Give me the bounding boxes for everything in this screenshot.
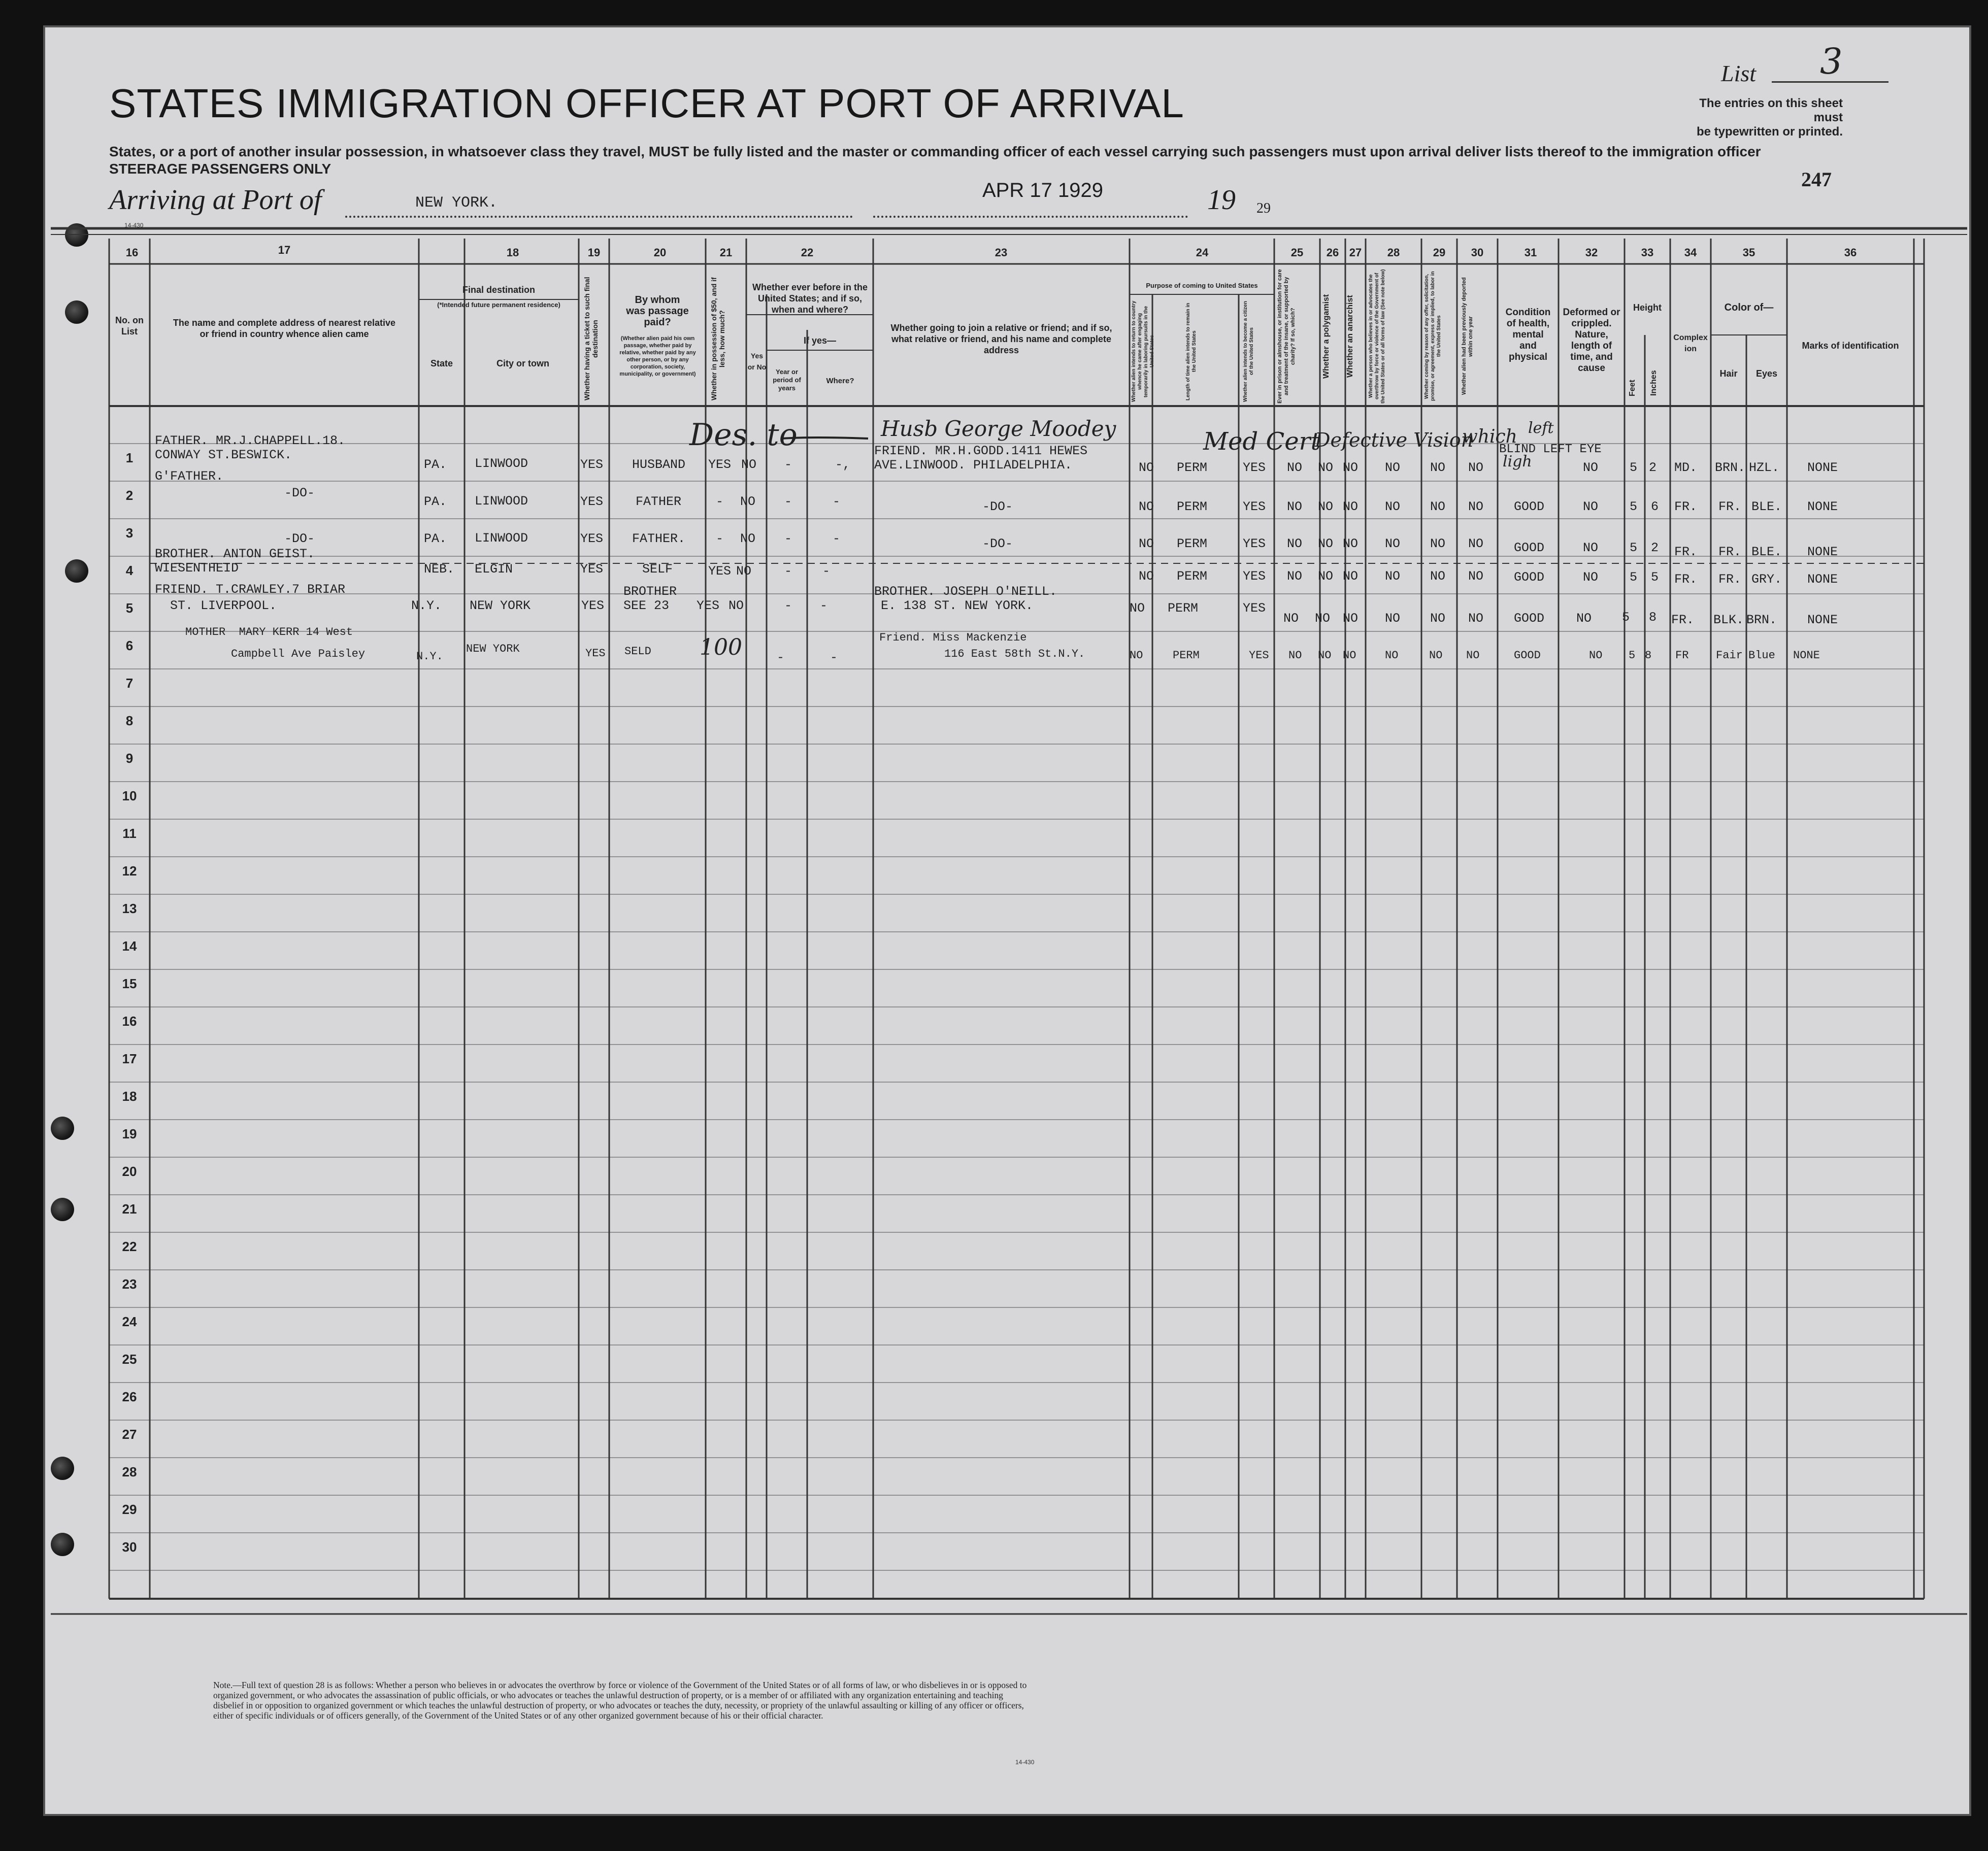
marks: NONE [1807,499,1838,514]
row-number: 7 [125,676,134,691]
header-overthrow: Whether a person who believes in or advocates the overthrow by force or violence of the Government of the United States or of all forms of law (See note below) [1368,269,1386,403]
page-number: 247 [1801,168,1832,191]
length: PERM [1177,460,1208,475]
header-if-yes: If yes— [803,335,837,346]
header-inches: Inches [1649,370,1658,396]
join-line-1: -DO- [982,499,1013,514]
state: PA. [424,494,447,509]
q29: NO [1430,536,1446,551]
col-num-27: 27 [1349,246,1362,259]
money: YES [708,564,732,579]
row-number: 12 [122,863,137,879]
paid-by-2: SEE 23 [623,598,670,613]
header-color-of: Color of— [1724,302,1774,313]
marks: NONE [1793,649,1820,662]
header-passage-paid: By whom was passage paid? [626,294,689,328]
citizen: YES [1243,601,1266,616]
row-number: 16 [122,1014,137,1029]
paid-by: BROTHER [623,584,677,599]
col-num-25: 25 [1290,246,1304,259]
paid-by: SELF [642,562,673,577]
before-in-us: NO [728,598,744,613]
row-number: 24 [122,1314,137,1329]
year-suffix: 29 [1256,200,1271,216]
col-num-22: 22 [801,246,814,259]
row-number: 25 [122,1352,137,1367]
complexion: MD. [1674,460,1698,475]
year: - [784,494,792,509]
col-num-29: 29 [1433,246,1446,259]
inches: 8 [1645,649,1652,662]
marks: NONE [1807,460,1838,475]
paid-by: HUSBAND [632,457,686,472]
before-in-us: NO [740,531,756,546]
anarchist: NO [1343,649,1356,662]
deformed: NO [1583,499,1599,514]
relative-line-1: G'FATHER. [155,469,224,484]
where: - [833,531,841,546]
complexion: FR. [1674,499,1698,514]
header-labor-offer: Whether coming by reason of any offer, solicitation, promise, or agreement, express or implied, to labor in the United States [1424,271,1442,401]
header-city: City or town [496,358,549,368]
deformed: NO [1583,460,1599,475]
handwritten-left: left [1528,419,1554,437]
header-purpose: Purpose of coming to United States [1146,282,1258,289]
feet: 5 [1630,460,1638,475]
before-in-us: NO [740,494,756,509]
instructions-line-2: STEERAGE PASSENGERS ONLY [109,161,332,177]
row-number: 17 [122,1051,137,1066]
deformed: NO [1583,541,1599,555]
col-num-16: 16 [125,246,139,259]
row-number: 15 [122,976,137,991]
list-number: 3 [1820,41,1843,82]
row-number: 6 [125,638,134,653]
money: - [716,531,724,546]
q30: NO [1468,460,1484,475]
feet: 5 [1629,649,1636,662]
eyes: GRY. [1751,572,1782,587]
state: PA. [424,457,447,472]
feet: 5 [1630,541,1638,555]
polygamist: NO [1315,611,1331,626]
state: PA. [424,531,447,546]
hair: BRN. [1715,460,1746,475]
return: NO [1139,460,1154,475]
inches: 2 [1649,460,1657,475]
header-before-in-us: Whether ever before in the United States; and if so, when and where? [752,282,868,315]
state: N.Y. [416,650,443,663]
relative-line-2: -DO- [284,486,315,500]
q29: NO [1430,611,1446,626]
complexion: FR. [1671,613,1695,627]
prison: NO [1288,649,1302,662]
return: NO [1130,601,1145,616]
row-number: 27 [122,1427,137,1442]
handwritten-stroke [782,435,873,442]
header-final-destination-sub: (*Intended future permanent residence) [437,301,560,309]
year: - [784,531,792,546]
header-money: Whether in possession of $50, and if less, how much? [710,277,726,400]
header-hair: Hair [1719,368,1738,379]
header-year-period: Year or period of years [773,368,801,392]
citizen: YES [1243,536,1266,551]
col-num-30: 30 [1471,246,1484,259]
q29: NO [1430,569,1446,584]
row-number: 19 [122,1126,137,1141]
citizen: YES [1243,499,1266,514]
row-number: 2 [125,488,134,503]
join-line-2: E. 138 ST. NEW YORK. [881,598,1034,613]
polygamist: NO [1318,569,1334,584]
header-final-destination: Final destination [462,285,535,295]
deformed: NO [1583,570,1599,585]
hair: FR. [1718,545,1742,559]
citizen: YES [1249,649,1269,662]
year: - [784,598,792,613]
ticket: YES [580,494,604,509]
header-eyes: Eyes [1755,368,1778,379]
inches: 6 [1651,499,1659,514]
relative-line-2: ST. LIVERPOOL. [170,598,277,613]
inches: 2 [1651,541,1659,555]
anarchist: NO [1343,611,1359,626]
return: NO [1139,569,1154,584]
relative-line-1: FATHER. MR.J.CHAPPELL.18. [155,433,346,448]
header-join-relative: Whether going to join a relative or friend; and if so, what relative or friend, and his name and complete address [890,323,1112,355]
feet: 5 [1622,610,1630,625]
col-num-19: 19 [587,246,601,259]
eyes: HZL. [1749,460,1780,475]
header-state: State [430,358,453,368]
inches: 5 [1651,570,1659,585]
prison: NO [1287,536,1303,551]
length: PERM [1168,601,1199,616]
citizen: YES [1243,569,1266,584]
q30: NO [1468,611,1484,626]
col-num-33: 33 [1641,246,1654,259]
q30: NO [1468,499,1484,514]
q29: NO [1429,649,1443,662]
feet: 5 [1630,570,1638,585]
entries-note-1: The entries on this sheet must [1699,96,1843,124]
header-purpose-citizen: Whether alien intends to become a citizen of the United States [1243,301,1254,402]
join-line-1: Friend. Miss Mackenzie [879,631,1027,644]
date-stamp: APR 17 1929 [982,179,1103,201]
polygamist: NO [1318,649,1332,662]
header-deported: Whether alien had been previously deported within one year [1461,277,1474,395]
handwritten-which: which [1462,426,1517,447]
col-num-20: 20 [653,246,667,259]
row-number: 22 [122,1239,137,1254]
year: - [784,457,792,472]
handwritten-ligh: ligh [1503,453,1532,470]
entries-note-2: be typewritten or printed. [1696,125,1843,139]
header-purpose-length: Length of time alien intends to remain in the United States [1185,302,1197,400]
ticket: YES [580,562,604,577]
form-code-top: 14-430 [124,222,144,229]
where: - [820,598,828,613]
city: NEW YORK [466,643,520,655]
relative-line-1: BROTHER. ANTON GEIST. [155,547,315,561]
row-number: 14 [122,938,137,954]
inches: 8 [1649,610,1657,625]
money: YES [697,598,720,613]
eyes: BRN. [1746,613,1777,627]
paid-by: FATHER [636,494,682,509]
hair: FR. [1718,499,1742,514]
col-num-35: 35 [1742,246,1755,259]
instructions-line-1: States, or a port of another insular possession, in whatsoever class they travel, MUST be fully listed and the master or commanding officer of each vessel carrying such passengers must upon arrival deliver lists thereof to the immigration officer [109,144,1761,159]
year: - [784,564,792,579]
header-where: Where? [826,377,854,385]
length: PERM [1173,649,1200,662]
col-num-23: 23 [995,246,1008,259]
where: - [830,650,838,665]
marks: NONE [1807,572,1838,587]
col-num-21: 21 [719,246,733,259]
complexion: FR [1675,649,1689,662]
state: N.Y. [411,598,442,613]
col-num-18: 18 [506,246,519,259]
header-yes-no: Yes or No [747,352,767,371]
relative-line-2: WIESENTHEID [155,561,239,576]
q28: NO [1385,611,1401,626]
where: - [833,494,841,509]
city: LINWOOD [475,531,528,546]
return: NO [1130,649,1143,662]
prison: NO [1287,499,1303,514]
hair: Fair [1716,649,1743,662]
join-line-1: -DO- [982,536,1013,551]
prison: NO [1287,460,1303,475]
handwritten-defective-vision: Defective Vision [1315,429,1474,451]
header-complexion: Complexion [1673,333,1708,353]
citizen: YES [1243,460,1266,475]
header-deformed: Deformed or crippled. Nature, length of time, and cause [1563,307,1620,374]
health: GOOD [1514,541,1545,555]
polygamist: NO [1318,499,1334,514]
polygamist: NO [1318,536,1334,551]
port-value: NEW YORK. [415,194,498,212]
ticket: YES [581,598,605,613]
header-height: Height [1633,302,1662,313]
anarchist: NO [1343,569,1359,584]
hair: BLK. [1713,613,1744,627]
city: ELGIN [475,562,513,577]
row-number: 30 [122,1539,137,1555]
q28: NO [1385,649,1399,662]
q30: NO [1466,649,1480,662]
polygamist: NO [1318,460,1334,475]
before-in-us: NO [736,564,752,579]
col-num-28: 28 [1387,246,1400,259]
arriving-label: Arriving at Port of [109,184,322,216]
city: LINWOOD [475,456,528,471]
q30: NO [1468,569,1484,584]
eyes: Blue [1748,649,1775,662]
health: GOOD [1514,611,1545,626]
feet: 5 [1630,499,1638,514]
ticket: YES [580,457,604,472]
marks: NONE [1807,613,1838,627]
handwritten-des-to: Des. to [689,417,798,453]
ticket: YES [585,647,606,660]
q29: NO [1430,460,1446,475]
before-in-us: - [777,650,785,665]
row-number: 26 [122,1389,137,1404]
row-number: 9 [125,751,134,766]
length: PERM [1177,569,1208,584]
join-line-1: BROTHER. JOSEPH O'NEILL. [874,584,1057,599]
deformed: NO [1589,649,1603,662]
q30: NO [1468,536,1484,551]
health: GOOD [1514,499,1545,514]
paid-by: SELD [624,645,651,658]
row-number: 11 [122,826,137,841]
anarchist: NO [1343,460,1359,475]
where: -, [835,457,851,472]
header-prison: Ever in prison or almshouse, or institution for care and treatment of the insane, or supported by charity? If so, which? [1277,269,1296,403]
city: NEW YORK [470,598,531,613]
q29: NO [1430,499,1446,514]
header-anarchist: Whether an anarchist [1346,295,1354,378]
anarchist: NO [1343,499,1359,514]
row-number: 10 [122,788,137,803]
prison: NO [1283,611,1299,626]
row-number: 23 [122,1276,137,1292]
header-purpose-return: Whether alien intends to return to country whence he came after engaging temporarily in laboring pursuits in the United States [1131,300,1155,402]
col-num-32: 32 [1585,246,1598,259]
length: PERM [1177,499,1208,514]
state: NEB. [424,562,455,577]
row-number: 28 [122,1464,137,1479]
col-num-26: 26 [1326,246,1339,259]
header-ticket: Whether having a ticket to such final destination [583,277,599,401]
return: NO [1139,499,1154,514]
header-no-on-list: No. on List [115,315,144,336]
header-relative-address: The name and complete address of nearest relative or friend in country whence alien came [173,318,396,339]
row-number: 3 [125,525,134,541]
join-line-1: FRIEND. MR.H.GODD.1411 HEWES [874,444,1088,458]
row-number: 18 [122,1089,137,1104]
q28: NO [1385,536,1401,551]
health: GOOD [1514,570,1545,585]
hair: FR. [1718,572,1742,587]
relative-line-2: Campbell Ave Paisley [231,648,366,660]
row-number: 4 [125,563,134,578]
complexion: FR. [1674,572,1698,587]
city: LINWOOD [475,494,528,509]
relative-line-2: CONWAY ST.BESWICK. [155,448,292,462]
row-number: 13 [122,901,137,916]
ticket: YES [580,531,604,546]
before-in-us: NO [741,457,757,472]
header-polygamist: Whether a polygamist [1322,294,1331,379]
header-health: Condition of health, mental and physical [1505,307,1551,362]
join-line-2: AVE.LINWOOD. PHILADELPHIA. [874,458,1073,473]
year-prefix: 19 [1207,184,1236,216]
length: PERM [1177,536,1208,551]
handwritten-husband-name: Husb George Moodey [881,416,1116,441]
col-num-24: 24 [1196,246,1209,259]
eyes: BLE. [1751,499,1782,514]
health: GOOD [1514,649,1541,662]
marks: NONE [1807,545,1838,559]
money: - [716,494,724,509]
handwritten-med-cert: Med Cert [1203,427,1320,456]
row-number: 5 [125,600,134,616]
deformed: NO [1576,611,1592,626]
health: BLIND LEFT EYE [1499,443,1602,456]
form-code-bottom: 14-430 [1015,1759,1035,1766]
row-number: 29 [122,1502,137,1517]
anarchist: NO [1343,536,1359,551]
row-number: 21 [122,1201,137,1217]
eyes: BLE. [1751,545,1782,559]
paid-by: FATHER. [632,531,686,546]
form-title: STATES IMMIGRATION OFFICER AT PORT OF ARRIVAL [109,81,1184,126]
header-marks: Marks of identification [1802,341,1899,351]
col-num-17: 17 [278,244,291,256]
row-number: 1 [125,450,134,465]
money-handwritten: 100 [700,634,742,660]
relative-line-1: FRIEND. T.CRAWLEY.7 BRIAR [155,582,346,597]
join-line-2: 116 East 58th St.N.Y. [944,648,1085,660]
complexion: FR. [1674,545,1698,559]
header-passage-paid-sub: (Whether alien paid his own passage, whether paid by relative, whether paid by any other person, or by any corporation, society, municipality, or government) [619,335,696,377]
relative-line-1: MOTHER MARY KERR 14 West [185,626,353,638]
row-number: 20 [122,1164,137,1179]
q28: NO [1385,460,1401,475]
col-num-36: 36 [1844,246,1857,259]
q28: NO [1385,569,1401,584]
relative-line-2: -DO- [284,531,315,546]
where: - [822,564,831,579]
money: YES [708,457,732,472]
header-feet: Feet [1628,380,1637,397]
q28: NO [1385,499,1401,514]
col-num-34: 34 [1684,246,1697,259]
prison: NO [1287,569,1303,584]
return: NO [1139,536,1154,551]
list-label: List [1721,60,1757,86]
row-number: 8 [125,713,134,728]
question-28-note: Note.—Full text of question 28 is as follows: Whether a person who believes in or advocates the overthrow by force or violence of the Government of the United States or of all forms of law, or who disbelieves in or is opposed to organized government, or who advocates the assassination of public officials, or who advocates or teaches the unlawful destruction of property, or is a member of or affiliated with any organization entertaining and teaching disbelief in or opposition to organized government or which teaches the unlawful destruction of property, or who advocates or teaches the duty, necessity, or propriety of the unlawful assaulting or killing of any officer or officers, either of specific individuals or of officers generally, of the Government of the United States or of any other organized government because of his or their official character. [213,1680,1027,1721]
col-num-31: 31 [1524,246,1537,259]
